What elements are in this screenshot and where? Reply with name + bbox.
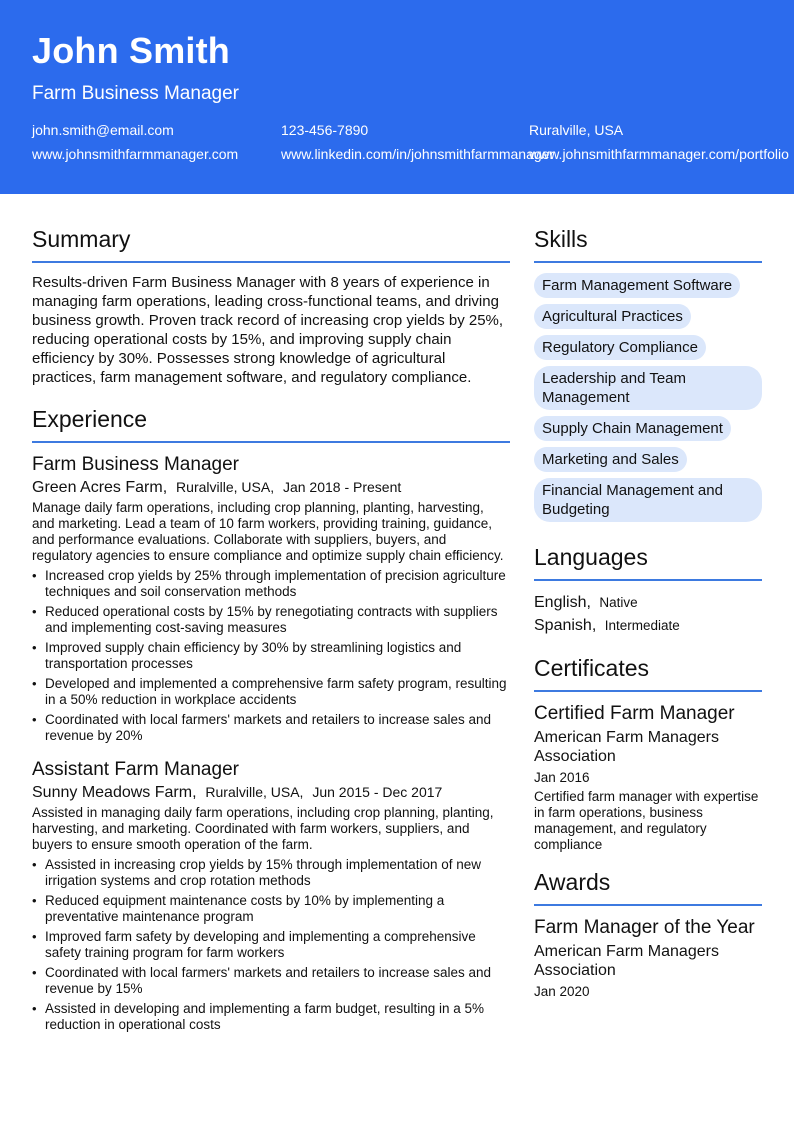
contact-website[interactable]: www.johnsmithfarmmanager.com [32, 146, 239, 162]
job-bullet: • Coordinated with local farmers' markets and retailers to increase sales and revenue by 15% [32, 965, 510, 997]
skill-chip: Agricultural Practices [534, 304, 691, 329]
job-bullet: • Coordinated with local farmers' markets and retailers to increase sales and revenue by 20% [32, 712, 510, 744]
language-level: Native [599, 595, 638, 610]
award-org: American Farm Managers Association [534, 943, 719, 979]
side-column [534, 226, 762, 999]
award-name: Farm Manager of the Year [534, 917, 755, 938]
candidate-title: Farm Business Manager [32, 83, 239, 104]
experience-heading: Experience [32, 406, 510, 443]
candidate-name: John Smith [32, 30, 230, 71]
job-dates: Jun 2015 - Dec 2017 [312, 784, 443, 800]
skill-chip: Regulatory Compliance [534, 335, 706, 360]
contact-email[interactable]: john.smith@email.com [32, 122, 174, 138]
job-bullet: • Increased crop yields by 25% through implementation of precision agriculture techniques and soil conservation methods [32, 568, 510, 600]
job-description: Assisted in managing daily farm operations, including crop planning, planting, harvesting, and marketing. Coordinated with farm workers, suppliers, and buyers to ensure smooth operation of the farm. [32, 805, 494, 852]
awards-section [534, 869, 762, 999]
job-entry [32, 758, 510, 1033]
awards-heading: Awards [534, 869, 762, 906]
job-company: Green Acres Farm [32, 479, 163, 496]
job-bullet: • Developed and implemented a comprehensive farm safety program, resulting in a 50% reduction in workplace accidents [32, 676, 510, 708]
resume-header [0, 0, 794, 194]
certificate-name: Certified Farm Manager [534, 703, 735, 724]
job-description: Manage daily farm operations, including crop planning, planting, harvesting, and marketing. Lead a team of 10 farm workers, providing training, guidance, and performance evaluations. Collaborate with suppliers, buyers, and regulatory agencies to ensure compliance and optimize supply chain efficiency. [32, 500, 504, 563]
job-bullet: • Reduced equipment maintenance costs by 10% by implementing a preventative maintenance program [32, 893, 510, 925]
contact-location: Ruralville, USA [529, 122, 624, 138]
skill-chip: Farm Management Software [534, 273, 740, 298]
skill-chip: Leadership and Team Management [534, 366, 762, 410]
summary-heading: Summary [32, 226, 510, 263]
job-title: Farm Business Manager [32, 454, 239, 475]
job-bullets [32, 568, 510, 744]
certificates-heading: Certificates [534, 655, 762, 692]
certificate-date: Jan 2016 [534, 770, 590, 785]
contact-phone[interactable]: 123-456-7890 [281, 122, 369, 138]
language-name: English [534, 594, 587, 611]
job-title: Assistant Farm Manager [32, 759, 239, 780]
job-location: Ruralville, USA [205, 784, 300, 800]
languages-heading: Languages [534, 544, 762, 581]
job-bullets [32, 857, 510, 1033]
skills-heading: Skills [534, 226, 762, 263]
skill-chip: Marketing and Sales [534, 447, 687, 472]
contact-linkedin[interactable]: www.linkedin.com/in/johnsmithfarmmanager [281, 146, 555, 162]
job-entry [32, 453, 510, 744]
certificate-org: American Farm Managers Association [534, 729, 719, 765]
job-company: Sunny Meadows Farm [32, 784, 193, 801]
languages-section [534, 544, 762, 637]
job-location: Ruralville, USA [176, 479, 271, 495]
certificates-section [534, 655, 762, 853]
skill-chip: Financial Management and Budgeting [534, 478, 762, 522]
language-item: Spanish, Intermediate [534, 617, 680, 634]
job-bullet: • Assisted in developing and implementing a farm budget, resulting in a 5% reduction in operational costs [32, 1001, 510, 1033]
job-bullet: • Improved supply chain efficiency by 30% by streamlining logistics and transportation processes [32, 640, 510, 672]
job-dates: Jan 2018 - Present [282, 479, 402, 495]
job-bullet: • Improved farm safety by developing and implementing a comprehensive safety training program for farm workers [32, 929, 510, 961]
language-level: Intermediate [604, 618, 680, 633]
job-meta: Green Acres Farm, Ruralville, USA, Jan 2018 - Present [32, 479, 402, 496]
skills-list [534, 273, 762, 528]
language-item: English, Native [534, 594, 638, 611]
job-bullet: • Reduced operational costs by 15% by renegotiating contracts with suppliers and implementing cost-saving measures [32, 604, 510, 636]
contact-portfolio[interactable]: www.johnsmithfarmmanager.com/portfolio [529, 146, 789, 162]
job-bullet: • Assisted in increasing crop yields by 15% through implementation of new irrigation systems and crop rotation methods [32, 857, 510, 889]
summary-text: Results-driven Farm Business Manager with 8 years of experience in managing farm operations, leading cross-functional teams, and driving business growth. Proven track record of increasing crop yields by 25%, reducing operational costs by 15%, and improving supply chain efficiency by 30%. Possesses strong knowledge of agricultural practices, farm management software, and regulatory compliance. [32, 274, 504, 386]
skill-chip: Supply Chain Management [534, 416, 731, 441]
language-name: Spanish [534, 617, 592, 634]
certificate-description: Certified farm manager with expertise in farm operations, business management, and regulatory compliance [534, 789, 759, 852]
award-date: Jan 2020 [534, 984, 590, 999]
job-meta: Sunny Meadows Farm, Ruralville, USA, Jun 2015 - Dec 2017 [32, 784, 443, 801]
main-column [32, 226, 510, 1037]
